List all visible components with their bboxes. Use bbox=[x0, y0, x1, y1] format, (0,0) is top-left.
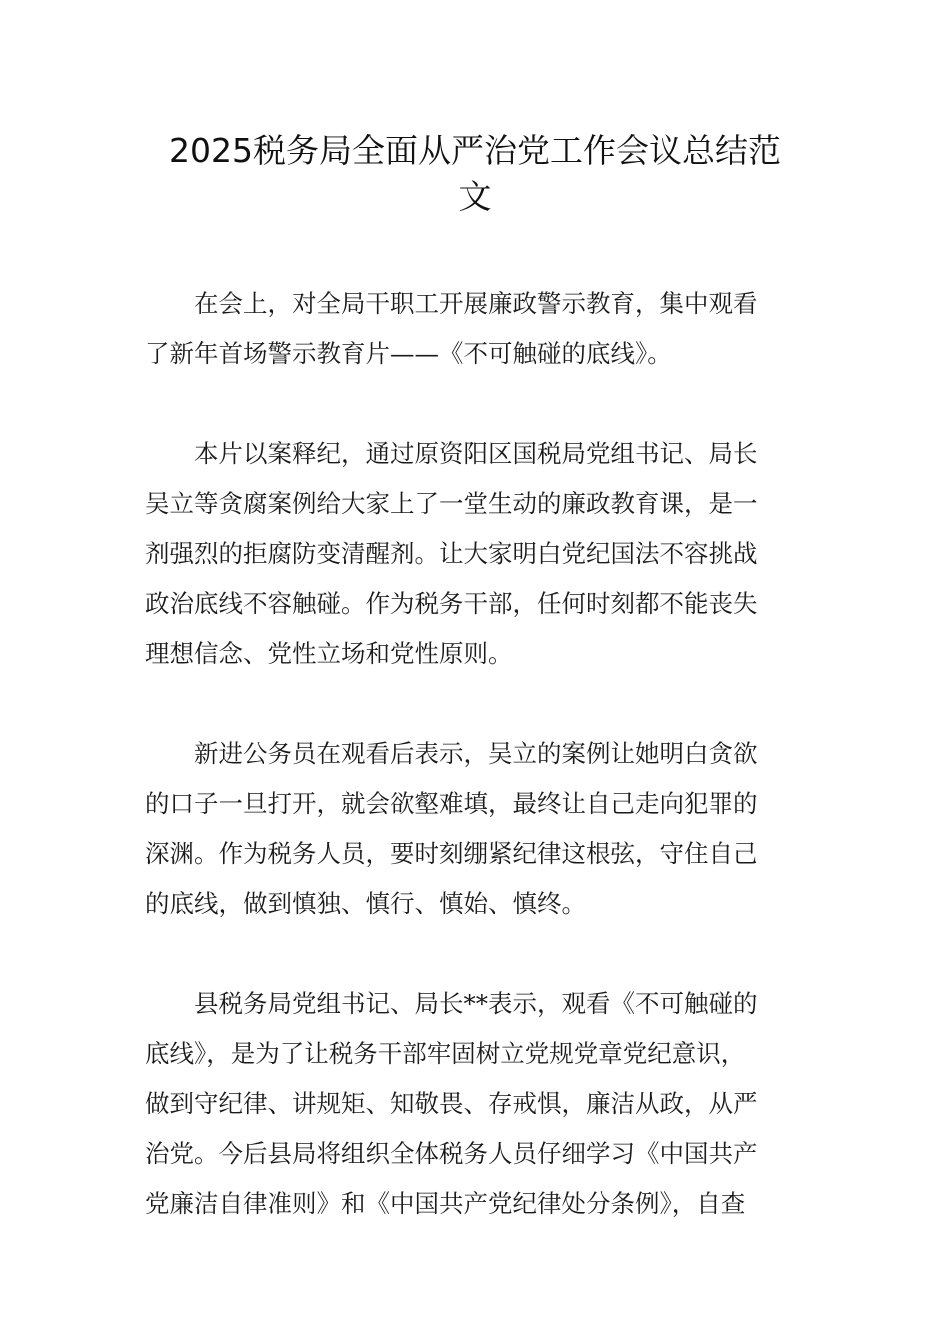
paragraph-warning-education: 在会上，对全局干职工开展廉政警示教育，集中观看 了新年首场警示教育片——《不可触碰的底线》。 bbox=[145, 289, 758, 368]
document-body bbox=[145, 279, 807, 1279]
document-title: 2025税务局全面从严治党工作会议总结范 文 bbox=[169, 131, 781, 216]
paragraph-director-statement: 县税务局党组书记、局长**表示，观看《不可触碰的 底线》，是为了让税务干部牢固树立党规党章党纪意识， 做到守纪律、讲规矩、知敬畏、存戒惧，廉洁从政，从严 治党。今后县局将组织全体税务人员仔细学习《中国共产 党廉洁自律准则》和《中国共产党纪律处分条例》，自查 bbox=[145, 989, 758, 1218]
paragraph-new-civil-servant: 新进公务员在观看后表示，吴立的案例让她明白贪欲 的口子一旦打开，就会欲壑难填，最终让自己走向犯罪的 深渊。作为税务人员，要时刻绷紧纪律这根弦，守住自己 的底线，做到慎独、慎行、慎始、慎终。 bbox=[145, 739, 758, 918]
paragraph-film-case: 本片以案释纪，通过原资阳区国税局党组书记、局长 吴立等贪腐案例给大家上了一堂生动的廉政教育课，是一 剂强烈的拒腐防变清醒剂。让大家明白党纪国法不容挑战 政治底线不容触碰。作为税务干部，任何时刻都不能丧失 理想信念、党性立场和党性原则。 bbox=[145, 439, 758, 668]
